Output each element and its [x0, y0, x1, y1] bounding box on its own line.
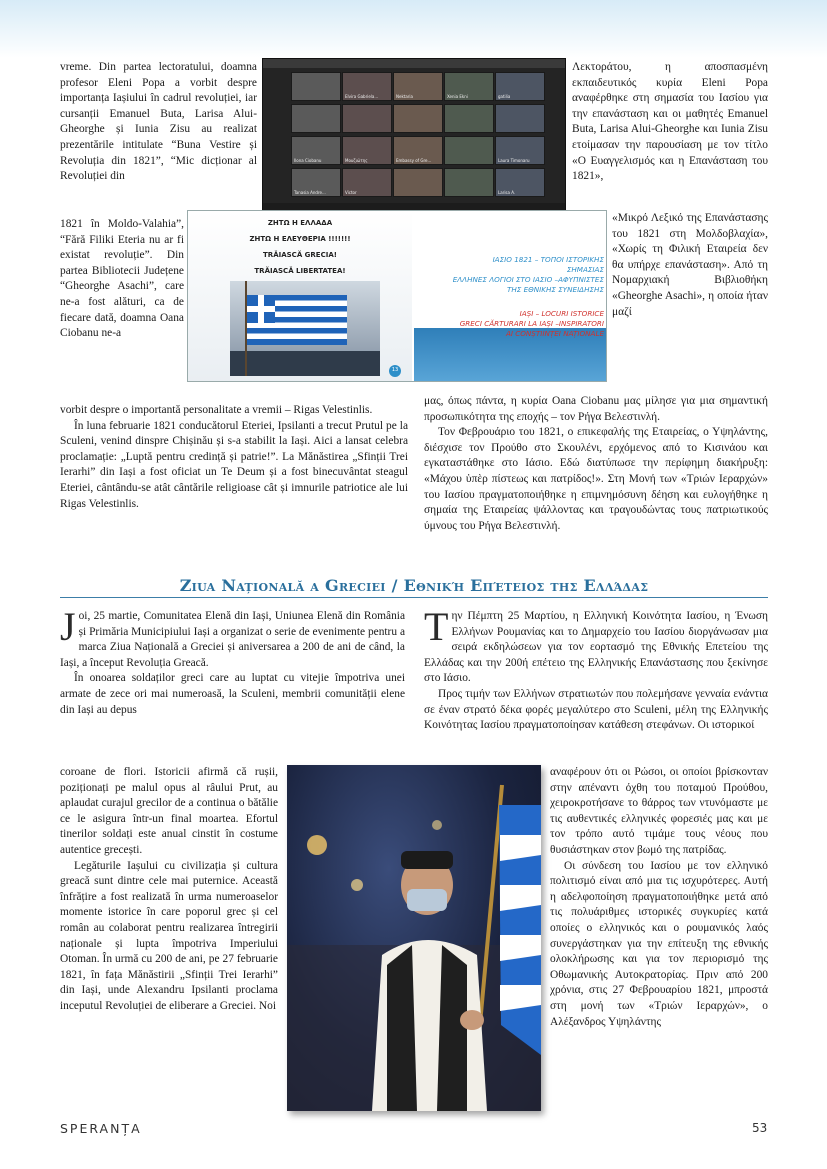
page-number: 53 [752, 1121, 768, 1135]
slide-line: ΙΑΣΙΟ 1821 – ΤΟΠΟΙ ΙΣΤΟΡΙΚΗΣ [492, 255, 604, 264]
ro-article-top [60, 604, 405, 718]
slide-line: ΤΗΣ ΕΘΝΙΚΗΣ ΣΥΝΕΙΔΗΣΗΣ [506, 285, 604, 294]
participant-tile [291, 168, 341, 197]
paragraph [424, 604, 768, 687]
participant-tile [342, 136, 392, 165]
slide-line: ΣΗΜΑΣΙΑΣ [566, 265, 604, 274]
top-left-text-2 [60, 217, 184, 342]
paragraph-text: oi, 25 martie, Comunitatea Elenă din Iași, Uniunea Elenă din România și Primăria Municipiului Iași a organizat o serie de evenimente pentru a marca Ziua Națională a Greciei și aniversarea a 200 de ani de când, la Iași, a început Revoluția Greacă. [60, 610, 405, 669]
participant-tile [444, 104, 494, 133]
paragraph: Legăturile Iașului cu civilizația și cultura greacă sunt dintre cele mai puternice. Această înfrățire a fost realizată în urma numeroaselor momente istorice în care poporul grec și cel român au colaborat pentru realizarea întregirii naționale și lupta împotriva Imperiului Otoman. În urmă cu 200 de ani, pe 27 februarie 1821, în fața Mănăstirii „Sfinții Trei Ierarhi” din Iași, unde Alexandru Ipsilanti proclama inceputul Revoluției de eliberare a Greciei. Noi [60, 859, 278, 1012]
top-band [0, 0, 827, 58]
paragraph: În luna februarie 1821 conducătorul Eteriei, Ipsilanti a trecut Prutul pe la Sculeni, venind dinspre Chișinău și s-a stabilit la Iași. Aici a lansat celebra proclamație: „Luptă pentru credință și patrie!”. La Mănăstirea „Sfinții Trei Ierarhi” din Iași a fost oficiat un Te Deum și a fost binecuvântat steagul Eteriei, cântându-se atât cântările religioase cât și imnurile patriotice ale lui Rigas Velestinlis. [60, 419, 408, 510]
slide-left-panel [188, 211, 412, 382]
slide-page-number: 13 [391, 367, 399, 373]
participant-tile [291, 104, 341, 133]
top-right-text-2 [612, 211, 768, 320]
slide-line: AI CONȘTIINȚEI NAȚIONALE [505, 329, 604, 338]
video-call-screenshot [262, 58, 566, 218]
paragraph: În onoarea soldaților greci care au luptat cu vitejie împotriva unei armate de zece ori mai numeroasă, la Sculeni, membrii comunității elene din Iași au depus [60, 672, 405, 716]
participant-name: Ilona Ciobanu [294, 158, 322, 163]
participant-tile [342, 104, 392, 133]
participant-name: Mouζιώτης [345, 158, 368, 163]
paragraph: Οι σύνδεση του Ιασίου με τον ελληνικό πολιτισμό είναι από μια τις ισχυρότερες. Αυτή η αδελφοποίηση πραγματοποιήθηκε μετά από τις πολυάριθμες ιστορικές συγκυρίες κατά οποίες ο ελληνικός και ο ρουμανικός λαός συνεργάστηκαν για την επίτευξη της εθνικής ολοκλήρωσης και για τον περιορισμό της Οθωμανικής Αυτοκρατορίας. Πριν από 200 χρόνια, στις 27 Φεβρουαρίου 1821, μπροστά στη μονή των «Τριών Ιεραρχών», ο Αλέξανδρος Υψηλάντης [550, 859, 768, 1028]
paragraph: μας, όπως πάντα, η κυρία Oana Ciobanu μας μίλησε για μια σημαντική προσωπικότητα της εποχής – τον Ρήγα Βελεστινλή. [424, 395, 768, 423]
participant-name: Larisa A. [498, 190, 516, 195]
paragraph: 1821 în Moldo-Valahia”, “Fără Filiki Eteria nu ar fi existat revoluție”. Din partea Bibliotecii Județene “Gheorghe Asachi”, care ne-a fost alături, ca de fiecare dată, doamna Oana Ciobanu ne-a [60, 218, 184, 340]
participant-tile [291, 72, 341, 101]
participant-name: Embassy of Gre... [396, 158, 432, 163]
participant-name: Nektaria [396, 94, 413, 99]
participant-tile [393, 136, 443, 165]
participant-name: Laura Timonaru [498, 158, 530, 163]
slide-line: TRĂIASCĂ LIBERTATEA! [254, 267, 346, 275]
paragraph [60, 604, 405, 671]
paragraph: αναφέρουν ότι οι Ρώσοι, οι οποίοι βρίσκονταν στην απέναντι όχθη του ποταμού Προύθου, χειροκροτήσανε το θάρρος των ντυνόμαστε με τις αυθεντικές ελληνικές φορεσιές μας και με τον τρόπο αυτό τιμάμε τους νέους που θυσιάστηκαν στον βωμό της πατρίδας. [550, 766, 768, 856]
participant-name: Victor [345, 190, 357, 195]
participant-tile [495, 136, 545, 165]
participant-tile [495, 104, 545, 133]
presentation-slide [187, 210, 607, 382]
magazine-name: SPERANȚA [60, 1121, 142, 1136]
participant-tile [393, 72, 443, 101]
paragraph-text: ην Πέμπτη 25 Μαρτίου, η Ελληνική Κοινότητα Ιασίου, η Ένωση Ελλήνων Ρουμανίας και το Δημαρχείο του Ιασίου διοργάνωσαν μια σειρά εκδηλώσεων για τον εορτασμό της Εθνικής Επετείου της Ελλάδας και την 200ή επέτειο της Ελληνικής Επανάστασης που ξεκίνησε στο Ιάσιο. [424, 610, 768, 685]
participant-tile [495, 168, 545, 197]
slide-line: ΖΗΤΩ Η ΕΛΕΥΘΕΡΙΑ !!!!!!! [249, 235, 351, 243]
slide-line: TRĂIASCĂ GRECIA! [263, 251, 337, 259]
dropcap: Τ [424, 604, 449, 649]
gr-continuation [424, 394, 768, 534]
paragraph: vorbit despre o importantă personalitate a vremii – Rigas Velestinlis. [60, 404, 373, 416]
slide-line: IAȘI – LOCURI ISTORICE [519, 309, 604, 318]
slide-line: ΕΛΛΗΝΕΣ ΛΟΓΙΟΙ ΣΤΟ ΙΑΣΙΟ –ΑΦΥΠΝΙΣΤΕΣ [452, 275, 604, 284]
paragraph: Τον Φεβρουάριο του 1821, ο επικεφαλής της Εταιρείας, ο Υψηλάντης, διέσχισε τον Προύθο στο Σκουλένι, ερχόμενος από το Κισινάου και εγκαταστάθηκε στο Ιάσιο. Εδώ διατύπωσε την περίφημη διακήρυξη: «Μάχου ὑπὲρ πίστεως και πατρίδος!». Στη Μονή των «Τριών Ιεραρχών» του Ιασίου πραγματοποιήθηκε η επιμνημόσυνη δέηση και ευλογήθηκε η σημαία της Εταιρείας ψάλλοντας και τραγουδώντας τους πατριωτικούς ύμνους του Ρήγα Βελεστινλή. [424, 426, 768, 532]
participant-name: gatilia [498, 94, 511, 99]
top-left-text-1 [60, 60, 257, 185]
section-heading: Ziua Națională a Greciei / Εθνική Επέτειος της Ελλάδας [179, 576, 649, 595]
participant-tile [342, 72, 392, 101]
ro-continuation [60, 403, 408, 512]
participant-tile [444, 72, 494, 101]
paragraph: «Μικρό Λεξικό της Επανάστασης του 1821 στη Μολδοβλαχία», «Χωρίς τη Φιλική Εταιρεία δεν θα υπήρχε επανάσταση». Από τη Νομαρχιακή Βιβλιοθήκη «Gheorghe Asachi», η οποία ήταν μαζί [612, 212, 768, 318]
participant-tile [291, 136, 341, 165]
participant-name: Elvira Gabriela... [345, 94, 379, 99]
top-right-text-1 [572, 60, 768, 185]
slide-right-panel [414, 211, 607, 382]
flag-bearer-illustration [287, 765, 541, 1111]
gr-article-narrow [550, 765, 768, 1030]
paragraph: Προς τιμήν των Ελλήνων στρατιωτών που πολεμήσανε γενναία ενάντια σε έναν στρατό δέκα φορές μεγαλύτερο στο Sculeni, μέλη της Ελληνικής Κοινότητας Ιασίου πραγματοποίησαν κατάθεση στεφάνων. Οι ιστορικοί [424, 687, 768, 732]
paragraph: coroane de flori. Istoricii afirmă că rușii, poziționați pe malul opus al râului Prut, au aplaudat curajul grecilor de a continua o bătălie ce le asigura într-un final moartea. Efortul tinerilor soldați este anual cinstit în costume autentice grecești. [60, 766, 278, 856]
ro-article-narrow [60, 765, 278, 1015]
participant-tile [393, 168, 443, 197]
dropcap: J [60, 604, 76, 649]
participant-tile [495, 72, 545, 101]
participant-tile [444, 168, 494, 197]
photo-flag-bearer [287, 765, 541, 1111]
participant-name: Tanasia Andre... [294, 190, 326, 195]
paragraph: vreme. Din partea lectoratului, doamna profesor Eleni Popa a vorbit despre importanța Iașiului în cadrul revoluției, iar cursanții Emanuel Buta, Larisa Alui-Gheorghe și Iunia Zisu au realizat prezentările intitulate “Buna Vestire și Revoluția din 1821”, “Mic dicționar al Revoluției din [60, 61, 257, 183]
slide-line: GRECI CĂRTURARI LA IAȘI –INSPIRATORI [459, 319, 604, 328]
gr-article-top [424, 604, 768, 734]
window-titlebar [263, 59, 565, 68]
slide-line: ΖΗΤΩ Η ΕΛΛΑΔΑ [267, 219, 333, 227]
participant-tile [342, 168, 392, 197]
participant-tile [393, 104, 443, 133]
heading-rule [60, 597, 768, 598]
participant-tile [444, 136, 494, 165]
greek-flag-image [188, 211, 412, 382]
participant-name: Xenia Ekni [447, 94, 468, 99]
paragraph: Λεκτοράτου, η αποσπασμένη εκπαιδευτικός κυρία Eleni Popa αναφέρθηκε στη σημασία του Ιασίου για την επανάσταση και οι μαθητές Emanuel Buta, Larisa Alui-Gheorghe και Iunia Zisu ετοίμασαν την παρουσίαση με τον τίτλο «Ο Ευαγγελισμός και η Επανάσταση του 1821», [572, 61, 768, 183]
